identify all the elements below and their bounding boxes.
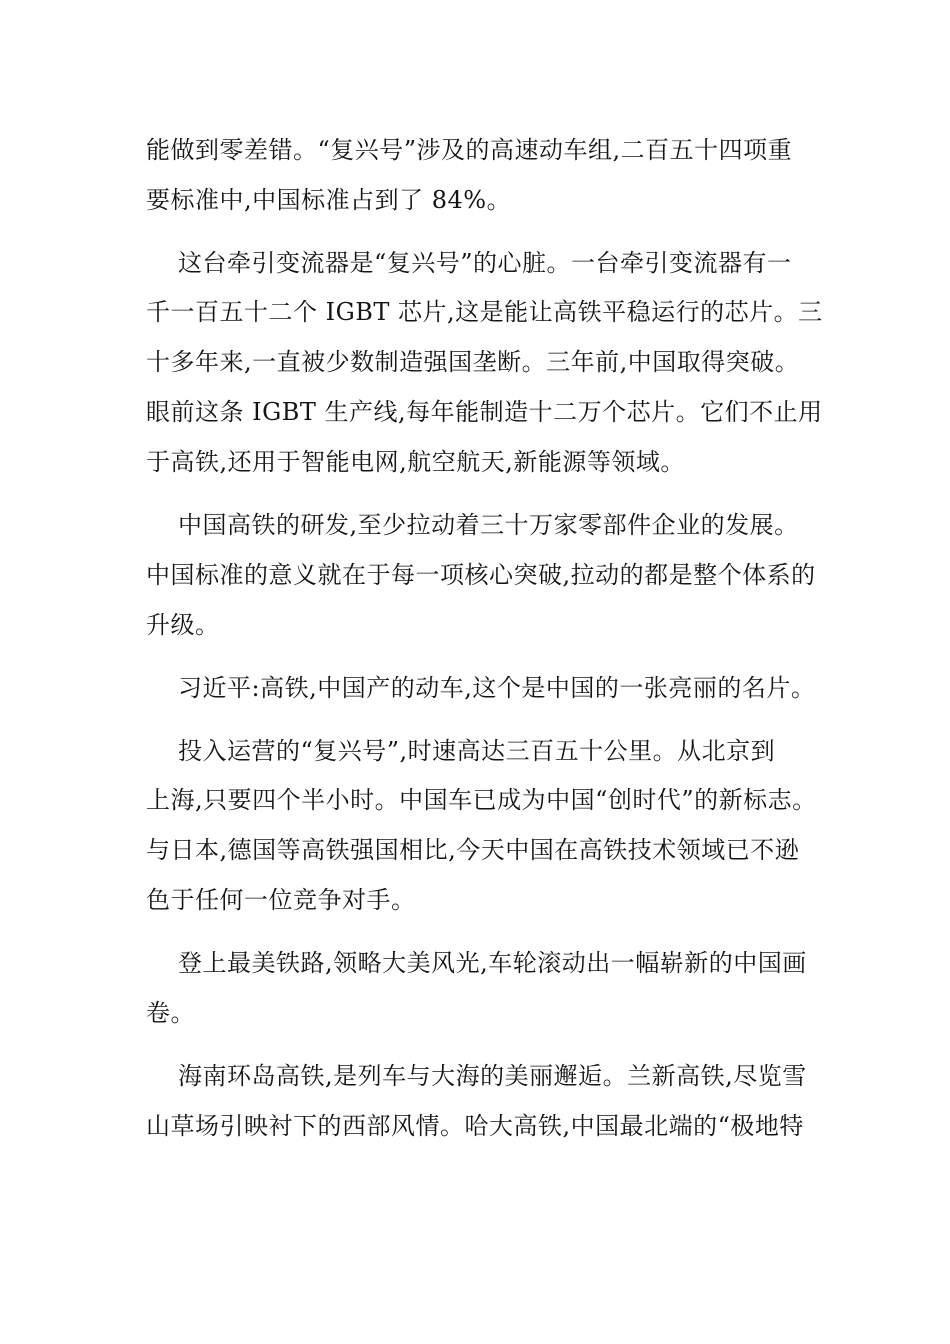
text-line: 千一百五十二个 IGBT 芯片,这是能让高铁平稳运行的芯片。三 <box>146 298 823 326</box>
text-line: 山草场引映衬下的西部风情。哈大高铁,中国最北端的“极地特 <box>146 1112 804 1140</box>
text-line: 要标准中,中国标准占到了 84%。 <box>146 186 512 214</box>
text-line: 登上最美铁路,领略大美风光,车轮滚动出一幅崭新的中国画 <box>178 949 807 977</box>
text-line: 习近平:高铁,中国产的动车,这个是中国的一张亮丽的名片。 <box>178 674 816 702</box>
text-line: 与日本,德国等高铁强国相比,今天中国在高铁技术领域已不逊 <box>146 836 800 864</box>
text-line: 中国标准的意义就在于每一项核心突破,拉动的都是整个体系的 <box>146 561 816 589</box>
text-line: 海南环岛高铁,是列车与大海的美丽邂逅。兰新高铁,尽览雪 <box>178 1062 807 1090</box>
text-line: 色于任何一位竞争对手。 <box>146 886 416 914</box>
text-line: 升级。 <box>146 611 220 639</box>
text-line: 能做到零差错。“复兴号”涉及的高速动车组,二百五十四项重 <box>146 136 793 164</box>
text-line: 卷。 <box>146 999 195 1027</box>
text-line: 眼前这条 IGBT 生产线,每年能制造十二万个芯片。它们不止用 <box>146 398 823 426</box>
text-line: 中国高铁的研发,至少拉动着三十万家零部件企业的发展。 <box>178 511 799 539</box>
text-line: 投入运营的“复兴号”,时速高达三百五十公里。从北京到 <box>178 737 776 765</box>
text-line: 于高铁,还用于智能电网,航空航天,新能源等领域。 <box>146 448 685 476</box>
text-line: 这台牵引变流器是“复兴号”的心脏。一台牵引变流器有一 <box>178 249 792 277</box>
text-line: 十多年来,一直被少数制造强国垄断。三年前,中国取得突破。 <box>146 348 800 376</box>
text-line: 上海,只要四个半小时。中国车已成为中国“创时代”的新标志。 <box>146 786 817 814</box>
